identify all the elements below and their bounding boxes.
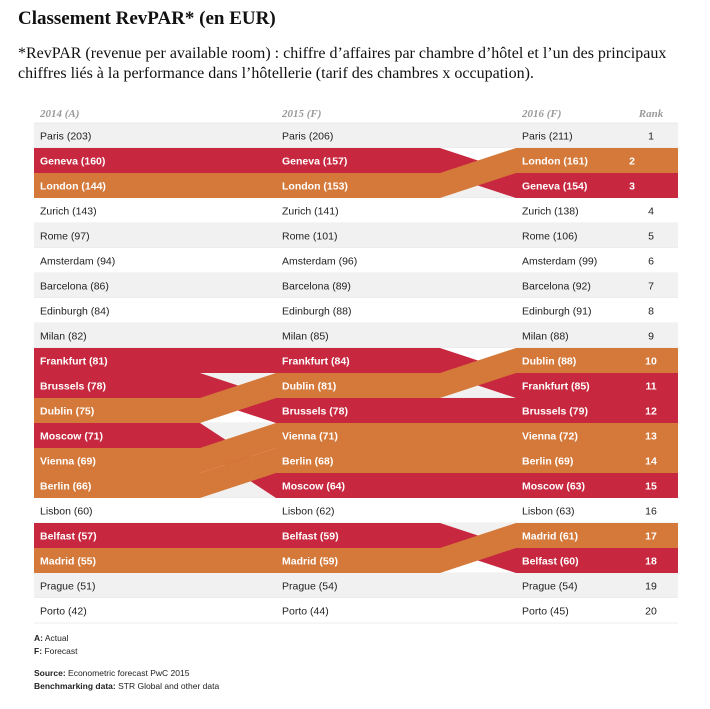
cell-y2016-16: Lisbon (63) [522,505,575,518]
cell-y2014-1: Paris (203) [40,130,92,143]
cell-y2015-20: Porto (44) [282,605,329,618]
rank-20: 20 [645,605,657,618]
cell-y2015-18: Madrid (59) [282,555,339,568]
cell-y2014-6: Amsterdam (94) [40,255,116,268]
footnote-actual: A: Actual [34,633,69,643]
cell-y2015-6: Amsterdam (96) [282,255,358,268]
cell-y2016-5: Rome (106) [522,230,578,243]
cell-y2014-2: Geneva (160) [40,155,106,168]
cell-y2015-7: Barcelona (89) [282,280,351,293]
table-row-background [34,573,678,598]
rank-19: 19 [645,580,657,593]
rank-1: 1 [648,130,654,143]
cell-y2014-19: Prague (51) [40,580,96,593]
rank-7: 7 [648,280,654,293]
cell-y2016-12: Brussels (79) [522,405,588,418]
cell-y2016-17: Madrid (61) [522,530,579,543]
rank-13: 13 [645,430,657,443]
cell-y2015-3: London (153) [282,180,348,193]
cell-y2014-11: Brussels (78) [40,380,106,393]
cell-y2016-7: Barcelona (92) [522,280,591,293]
rank-14: 14 [645,455,657,468]
cell-y2015-17: Belfast (59) [282,530,339,543]
cell-y2016-11: Frankfurt (85) [522,380,590,393]
column-header-rank: Rank [638,108,664,120]
cell-y2014-7: Barcelona (86) [40,280,109,293]
cell-y2014-14: Vienna (69) [40,455,96,468]
cell-y2015-13: Vienna (71) [282,430,338,443]
cell-y2015-19: Prague (54) [282,580,338,593]
cell-y2015-11: Dublin (81) [282,380,337,393]
cell-y2014-12: Dublin (75) [40,405,95,418]
cell-y2015-15: Moscow (64) [282,480,346,493]
chart-title: Classement RevPAR* (en EUR) [18,8,276,29]
cell-y2015-1: Paris (206) [282,130,334,143]
cell-y2015-9: Milan (85) [282,330,329,343]
footnotes [34,632,219,693]
footnote-source: Source: Econometric forecast PwC 2015 [34,668,190,678]
cell-y2015-14: Berlin (68) [282,455,334,468]
rank-15: 15 [645,480,657,493]
rank-17: 17 [645,530,657,543]
rank-12: 12 [645,405,657,418]
cell-y2016-10: Dublin (88) [522,355,577,368]
cell-y2014-9: Milan (82) [40,330,87,343]
cell-y2015-4: Zurich (141) [282,205,339,218]
rank-8: 8 [648,305,654,318]
cell-y2016-18: Belfast (60) [522,555,579,568]
rank-18: 18 [645,555,657,568]
cell-y2014-18: Madrid (55) [40,555,97,568]
table-row-background [34,323,678,348]
cell-y2016-20: Porto (45) [522,605,569,618]
rank-9: 9 [648,330,654,343]
rank-16: 16 [645,505,657,518]
cell-y2016-4: Zurich (138) [522,205,579,218]
table-row-background [34,123,678,148]
cell-y2015-16: Lisbon (62) [282,505,335,518]
table-row-background [34,223,678,248]
cell-y2014-5: Rome (97) [40,230,90,243]
cell-y2016-2: London (161) [522,155,588,168]
cell-y2016-19: Prague (54) [522,580,578,593]
cell-y2014-15: Berlin (66) [40,480,92,493]
cell-y2015-12: Brussels (78) [282,405,348,418]
column-header-3: 2016 (F) [522,108,562,120]
footnote-forecast: F: Forecast [34,646,78,656]
cell-y2016-9: Milan (88) [522,330,569,343]
cell-y2016-1: Paris (211) [522,130,573,143]
cell-y2014-20: Porto (42) [40,605,87,618]
cell-y2014-16: Lisbon (60) [40,505,93,518]
cell-y2016-15: Moscow (63) [522,480,586,493]
cell-y2016-13: Vienna (72) [522,430,578,443]
cell-y2015-10: Frankfurt (84) [282,355,350,368]
rank-6: 6 [648,255,654,268]
chart-subtitle: *RevPAR (revenue per available room) : chiffre d’affaires par chambre d’hôtel et l’un des principaux chiffres liés à la performance dans l’hôtellerie (tarif des chambres x occupation). [18,45,667,82]
cell-y2014-3: London (144) [40,180,106,193]
cell-y2016-3: Geneva (154) [522,180,588,193]
cell-y2015-8: Edinburgh (88) [282,305,352,318]
table-row-background [34,598,678,623]
cell-y2014-4: Zurich (143) [40,205,97,218]
column-header-1: 2014 (A) [40,108,80,120]
rank-3: 3 [629,180,635,193]
table-row-background [34,198,678,223]
table-row-background [34,498,678,523]
cell-y2016-6: Amsterdam (99) [522,255,598,268]
cell-y2015-5: Rome (101) [282,230,338,243]
cell-y2014-13: Moscow (71) [40,430,104,443]
cell-y2014-8: Edinburgh (84) [40,305,110,318]
column-header-2: 2015 (F) [282,108,322,120]
cell-y2016-14: Berlin (69) [522,455,574,468]
rank-4: 4 [648,205,654,218]
rank-11: 11 [645,380,657,393]
cell-y2015-2: Geneva (157) [282,155,348,168]
rank-5: 5 [648,230,654,243]
cell-y2014-17: Belfast (57) [40,530,97,543]
rank-2: 2 [629,155,635,168]
footnote-benchmarking: Benchmarking data: STR Global and other data [34,681,220,691]
rank-10: 10 [645,355,657,368]
cell-y2014-10: Frankfurt (81) [40,355,108,368]
cell-y2016-8: Edinburgh (91) [522,305,592,318]
